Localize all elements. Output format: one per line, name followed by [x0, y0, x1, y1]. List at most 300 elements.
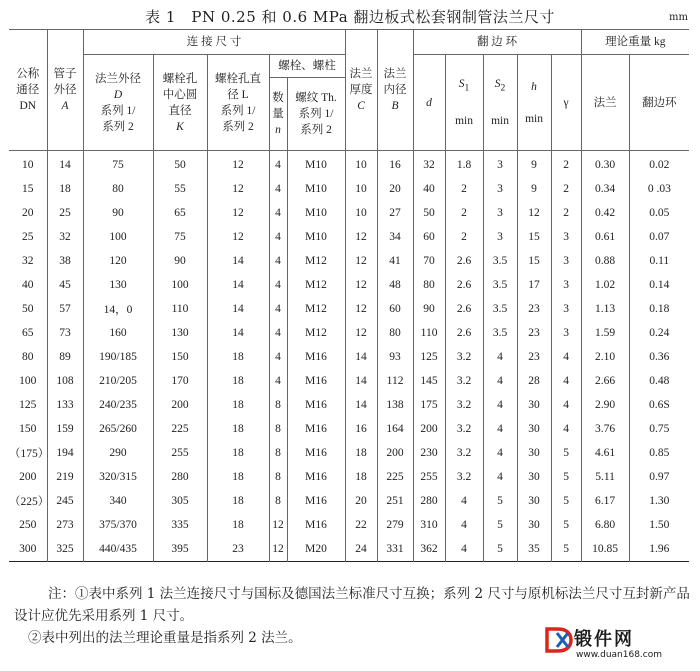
- table-cell: 18: [345, 465, 377, 489]
- table-cell: 6.80: [581, 513, 629, 537]
- table-cell: 17: [517, 273, 551, 297]
- table-cell: 310: [413, 513, 445, 537]
- table-cell: 14: [345, 345, 377, 369]
- table-cell: 38: [47, 249, 83, 273]
- weight-header: 理论重量 kg: [581, 30, 689, 55]
- table-row: [9, 537, 689, 562]
- table-cell: 10: [9, 151, 47, 178]
- table-cell: 3.5: [483, 273, 517, 297]
- table-cell: 14: [207, 297, 269, 321]
- table-cell: 14: [345, 393, 377, 417]
- table-cell: 5: [551, 489, 581, 513]
- table-cell: 10: [345, 177, 377, 201]
- table-cell: 28: [517, 369, 551, 393]
- table-cell: 9: [517, 177, 551, 201]
- table-cell: 24: [345, 537, 377, 562]
- table-cell: 41: [377, 249, 413, 273]
- table-cell: 3: [551, 321, 581, 345]
- table-cell: 9: [517, 151, 551, 178]
- table-cell: 4: [483, 465, 517, 489]
- table-cell: 320/315: [83, 465, 153, 489]
- table-cell: 1.30: [629, 489, 689, 513]
- table-cell: 20: [9, 201, 47, 225]
- table-cell: 0.02: [629, 151, 689, 178]
- table-cell: 30: [517, 441, 551, 465]
- table-row: [9, 441, 689, 465]
- table-cell: M12: [287, 321, 345, 345]
- table-cell: 4: [483, 417, 517, 441]
- table-cell: 0.6S: [629, 393, 689, 417]
- table-cell: 265/260: [83, 417, 153, 441]
- table-cell: 65: [153, 201, 207, 225]
- table-cell: 32: [413, 151, 445, 178]
- table-cell: 23: [517, 345, 551, 369]
- table-cell: 80: [9, 345, 47, 369]
- table-cell: 4: [269, 369, 287, 393]
- table-cell: 18: [207, 393, 269, 417]
- table-cell: 2.10: [581, 345, 629, 369]
- table-cell: 14: [207, 321, 269, 345]
- table-row: [9, 297, 689, 321]
- table-cell: 18: [207, 417, 269, 441]
- table-cell: 0.97: [629, 465, 689, 489]
- table-cell: 40: [9, 273, 47, 297]
- table-cell: 0.30: [581, 151, 629, 178]
- table-cell: 30: [517, 417, 551, 441]
- table-cell: 200: [153, 393, 207, 417]
- table-cell: 125: [9, 393, 47, 417]
- table-cell: 2.6: [445, 249, 483, 273]
- table-cell: 4: [483, 345, 517, 369]
- table-cell: 2: [445, 201, 483, 225]
- table-row: [9, 465, 689, 489]
- table-cell: 164: [377, 417, 413, 441]
- table-cell: 0.48: [629, 369, 689, 393]
- table-cell: 190/185: [83, 345, 153, 369]
- table-cell: 27: [377, 201, 413, 225]
- table-cell: 18: [207, 369, 269, 393]
- table-cell: 0 .03: [629, 177, 689, 201]
- table-cell: 3: [483, 225, 517, 249]
- table-cell: 112: [377, 369, 413, 393]
- table-cell: 225: [377, 465, 413, 489]
- table-cell: 133: [47, 393, 83, 417]
- table-cell: 75: [83, 151, 153, 178]
- col-k-header: 螺栓孔 中心圆 直径 K: [153, 55, 207, 151]
- table-cell: 73: [47, 321, 83, 345]
- table-cell: 8: [269, 489, 287, 513]
- table-cell: 90: [413, 297, 445, 321]
- table-cell: M10: [287, 201, 345, 225]
- table-cell: 12: [207, 225, 269, 249]
- table-cell: 5: [551, 513, 581, 537]
- col-s2-header: $S_2$ min: [483, 55, 517, 151]
- table-cell: （225）: [9, 489, 47, 513]
- table-cell: 60: [377, 297, 413, 321]
- table-cell: 12: [345, 321, 377, 345]
- table-cell: 280: [153, 465, 207, 489]
- logo-url: www.duan168.com: [576, 650, 663, 660]
- table-cell: 50: [413, 201, 445, 225]
- table-row: [9, 225, 689, 249]
- table-cell: 23: [517, 321, 551, 345]
- table-cell: 138: [377, 393, 413, 417]
- table-cell: 16: [345, 417, 377, 441]
- table-cell: M20: [287, 537, 345, 562]
- table-cell: 0.11: [629, 249, 689, 273]
- table-cell: 18: [207, 465, 269, 489]
- table-cell: 3: [551, 225, 581, 249]
- col-th-header: 螺纹 Th. 系列 1/ 系列 2: [287, 78, 345, 151]
- col-s1-header: $S_1$ min: [445, 55, 483, 151]
- table-cell: 3: [551, 297, 581, 321]
- table-cell: 30: [517, 393, 551, 417]
- table-cell: 2.6: [445, 273, 483, 297]
- table-cell: 4: [269, 321, 287, 345]
- col-dn-header: 公称 通径 DN: [9, 30, 47, 151]
- table-cell: M10: [287, 151, 345, 178]
- table-cell: 10: [345, 201, 377, 225]
- table-row: [9, 489, 689, 513]
- table-cell: 120: [83, 249, 153, 273]
- table-cell: 4: [445, 489, 483, 513]
- table-cell: 5: [551, 441, 581, 465]
- table-cell: 20: [345, 489, 377, 513]
- table-row: [9, 321, 689, 345]
- table-cell: 3.5: [483, 249, 517, 273]
- table-cell: 200: [9, 465, 47, 489]
- table-cell: 5: [483, 489, 517, 513]
- table-cell: 280: [413, 489, 445, 513]
- table-cell: 108: [47, 369, 83, 393]
- table-cell: 45: [47, 273, 83, 297]
- table-cell: 22: [345, 513, 377, 537]
- table-cell: 80: [413, 273, 445, 297]
- col-fd-header: d: [413, 55, 445, 151]
- table-cell: 340: [83, 489, 153, 513]
- table-cell: 10.85: [581, 537, 629, 562]
- table-cell: 12: [345, 273, 377, 297]
- table-cell: 0.42: [581, 201, 629, 225]
- table-cell: 18: [207, 513, 269, 537]
- table-cell: 4: [551, 393, 581, 417]
- table-cell: 194: [47, 441, 83, 465]
- table-cell: 14: [47, 151, 83, 178]
- table-cell: 4: [269, 297, 287, 321]
- table-cell: 15: [517, 225, 551, 249]
- table-cell: 12: [207, 151, 269, 178]
- table-cell: 4: [269, 273, 287, 297]
- table-cell: 145: [413, 369, 445, 393]
- table-cell: 4: [269, 151, 287, 178]
- table-cell: 100: [83, 225, 153, 249]
- table-cell: 5: [483, 513, 517, 537]
- table-cell: 32: [47, 225, 83, 249]
- header-row-1: [9, 30, 689, 55]
- table-cell: 210/205: [83, 369, 153, 393]
- table-cell: 110: [153, 297, 207, 321]
- table-cell: 30: [517, 489, 551, 513]
- table-cell: 362: [413, 537, 445, 562]
- table-cell: M12: [287, 297, 345, 321]
- table-cell: 12: [345, 297, 377, 321]
- table-cell: 15: [517, 249, 551, 273]
- table-cell: 150: [153, 345, 207, 369]
- table-cell: 4: [483, 393, 517, 417]
- table-cell: 3: [483, 201, 517, 225]
- table-cell: 0.18: [629, 297, 689, 321]
- table-row: [9, 249, 689, 273]
- table-cell: 16: [377, 151, 413, 178]
- table-cell: 4: [269, 201, 287, 225]
- table-cell: M16: [287, 441, 345, 465]
- table-row: [9, 393, 689, 417]
- table-cell: 12: [207, 177, 269, 201]
- table-cell: 1.02: [581, 273, 629, 297]
- table-cell: 2.90: [581, 393, 629, 417]
- col-w-ring-header: 翻边环: [629, 55, 689, 151]
- col-w-flange-header: 法兰: [581, 55, 629, 151]
- table-cell: 14: [345, 369, 377, 393]
- table-cell: 12: [269, 537, 287, 562]
- table-cell: 80: [83, 177, 153, 201]
- table-cell: 80: [377, 321, 413, 345]
- table-cell: 230: [413, 441, 445, 465]
- table-cell: 245: [47, 489, 83, 513]
- table-cell: 10: [345, 151, 377, 178]
- table-cell: M16: [287, 513, 345, 537]
- table-cell: 160: [83, 321, 153, 345]
- table-cell: 335: [153, 513, 207, 537]
- table-cell: 4.61: [581, 441, 629, 465]
- table-cell: 14，0: [83, 297, 153, 321]
- table-cell: 75: [153, 225, 207, 249]
- table-cell: 100: [153, 273, 207, 297]
- table-cell: 65: [9, 321, 47, 345]
- table-cell: 4: [269, 249, 287, 273]
- table-cell: 3: [483, 151, 517, 178]
- table-cell: 12: [345, 249, 377, 273]
- table-cell: 4: [483, 369, 517, 393]
- table-cell: 3.2: [445, 393, 483, 417]
- table-cell: 0.36: [629, 345, 689, 369]
- table-cell: 2.6: [445, 321, 483, 345]
- table-cell: 130: [153, 321, 207, 345]
- table-cell: 0.05: [629, 201, 689, 225]
- table-cell: 3.2: [445, 345, 483, 369]
- table-cell: 2: [551, 201, 581, 225]
- table-cell: 0.14: [629, 273, 689, 297]
- table-cell: 4: [551, 417, 581, 441]
- table-cell: 90: [83, 201, 153, 225]
- table-cell: 3: [551, 249, 581, 273]
- table-cell: 3: [483, 177, 517, 201]
- table-cell: 3.5: [483, 321, 517, 345]
- table-cell: 300: [9, 537, 47, 562]
- table-cell: 170: [153, 369, 207, 393]
- table-cell: 5: [551, 537, 581, 562]
- col-gamma-header: γ: [551, 55, 581, 151]
- table-cell: 3.2: [445, 369, 483, 393]
- table-cell: 200: [377, 441, 413, 465]
- table-cell: 4: [445, 513, 483, 537]
- table-cell: 2.66: [581, 369, 629, 393]
- table-cell: 125: [413, 345, 445, 369]
- table-cell: 30: [517, 513, 551, 537]
- table-cell: 159: [47, 417, 83, 441]
- table-cell: 2: [445, 225, 483, 249]
- logo-mark-icon: [544, 625, 574, 655]
- table-cell: 4: [551, 345, 581, 369]
- table-cell: 2: [551, 151, 581, 178]
- table-cell: 25: [47, 201, 83, 225]
- table-cell: 279: [377, 513, 413, 537]
- bolt-header: 螺栓、螺柱: [269, 55, 345, 78]
- table-cell: 8: [269, 417, 287, 441]
- table-cell: 4: [269, 225, 287, 249]
- col-l-header: 螺栓孔直 径 L 系列 1/ 系列 2: [207, 55, 269, 151]
- table-cell: 3.5: [483, 297, 517, 321]
- table-cell: 175: [413, 393, 445, 417]
- table-cell: （175）: [9, 441, 47, 465]
- table-cell: 1.96: [629, 537, 689, 562]
- table-cell: M12: [287, 273, 345, 297]
- table-cell: 0.24: [629, 321, 689, 345]
- table-row: [9, 151, 689, 178]
- table-cell: 12: [269, 513, 287, 537]
- unit-label: mm: [669, 12, 688, 23]
- table-cell: 100: [9, 369, 47, 393]
- flange-spec-table: [9, 29, 689, 562]
- flange-ring-header: 翻 边 环: [413, 30, 581, 55]
- table-cell: 130: [83, 273, 153, 297]
- table-cell: 55: [153, 177, 207, 201]
- table-cell: 219: [47, 465, 83, 489]
- col-d-header: 法兰外径 D 系列 1/ 系列 2: [83, 55, 153, 151]
- title-row: [0, 6, 700, 28]
- col-c-header: 法兰 厚度 C: [345, 30, 377, 151]
- table-cell: 3: [551, 273, 581, 297]
- note-2: ②表中列出的法兰理论重量是指系列 2 法兰。: [28, 630, 302, 646]
- table-cell: 12: [517, 201, 551, 225]
- table-cell: 0.07: [629, 225, 689, 249]
- table-cell: 0.61: [581, 225, 629, 249]
- table-cell: 255: [153, 441, 207, 465]
- table-cell: 14: [207, 249, 269, 273]
- table-cell: 0.34: [581, 177, 629, 201]
- table-cell: 6.17: [581, 489, 629, 513]
- table-cell: 12: [207, 201, 269, 225]
- table-cell: 4: [483, 441, 517, 465]
- table-cell: M16: [287, 369, 345, 393]
- table-cell: 5.11: [581, 465, 629, 489]
- table-cell: M16: [287, 417, 345, 441]
- table-cell: M12: [287, 249, 345, 273]
- table-cell: 34: [377, 225, 413, 249]
- table-cell: 2: [551, 177, 581, 201]
- table-cell: 1.8: [445, 151, 483, 178]
- connection-dims-header: 连 接 尺 寸: [83, 30, 345, 55]
- table-cell: 0.88: [581, 249, 629, 273]
- table-cell: 0.75: [629, 417, 689, 441]
- col-n-header: 数 量 n: [269, 78, 287, 151]
- table-cell: 1.50: [629, 513, 689, 537]
- table-cell: 3.2: [445, 465, 483, 489]
- col-b-header: 法兰 内径 B: [377, 30, 413, 151]
- table-cell: M16: [287, 345, 345, 369]
- table-cell: 3.2: [445, 441, 483, 465]
- table-cell: 150: [9, 417, 47, 441]
- table-cell: 12: [345, 225, 377, 249]
- table-cell: 18: [345, 441, 377, 465]
- site-logo[interactable]: [544, 625, 694, 669]
- table-cell: M10: [287, 177, 345, 201]
- table-cell: 15: [9, 177, 47, 201]
- table-cell: 0.85: [629, 441, 689, 465]
- table-cell: 8: [269, 441, 287, 465]
- table-cell: 1.59: [581, 321, 629, 345]
- table-cell: 225: [153, 417, 207, 441]
- table-cell: 4: [269, 177, 287, 201]
- table-cell: 93: [377, 345, 413, 369]
- table-cell: 250: [9, 513, 47, 537]
- table-cell: 20: [377, 177, 413, 201]
- table-row: [9, 345, 689, 369]
- table-cell: 331: [377, 537, 413, 562]
- table-cell: 375/370: [83, 513, 153, 537]
- table-cell: 4: [269, 345, 287, 369]
- table-cell: 18: [207, 345, 269, 369]
- table-cell: 18: [47, 177, 83, 201]
- table-cell: 70: [413, 249, 445, 273]
- table-cell: M16: [287, 393, 345, 417]
- table-cell: 8: [269, 465, 287, 489]
- table-cell: 40: [413, 177, 445, 201]
- table-cell: 440/435: [83, 537, 153, 562]
- table-cell: 305: [153, 489, 207, 513]
- table-row: [9, 273, 689, 297]
- table-cell: 60: [413, 225, 445, 249]
- logo-name: 锻件网: [574, 629, 634, 650]
- table-cell: 395: [153, 537, 207, 562]
- table-cell: 251: [377, 489, 413, 513]
- table-row: [9, 177, 689, 201]
- table-cell: 35: [517, 537, 551, 562]
- table-cell: 5: [483, 537, 517, 562]
- table-cell: 200: [413, 417, 445, 441]
- table-cell: 8: [269, 393, 287, 417]
- table-cell: 57: [47, 297, 83, 321]
- table-cell: M10: [287, 225, 345, 249]
- table-cell: 240/235: [83, 393, 153, 417]
- table-cell: 90: [153, 249, 207, 273]
- table-row: [9, 201, 689, 225]
- table-cell: 89: [47, 345, 83, 369]
- table-cell: 273: [47, 513, 83, 537]
- table-cell: 290: [83, 441, 153, 465]
- table-cell: 325: [47, 537, 83, 562]
- note-1: 注：①表中系列 1 法兰连接尺寸与国标及德国法兰标准尺寸互换；系列 2 尺寸与原机标法兰尺寸互封新产品设计应优先采用系列 1 尺寸。: [14, 586, 690, 624]
- table-cell: 50: [153, 151, 207, 178]
- table-cell: M16: [287, 465, 345, 489]
- table-cell: 48: [377, 273, 413, 297]
- table-cell: 3.76: [581, 417, 629, 441]
- table-cell: 25: [9, 225, 47, 249]
- table-cell: 1.13: [581, 297, 629, 321]
- table-cell: 4: [551, 369, 581, 393]
- table-cell: 2: [445, 177, 483, 201]
- table-cell: 2.6: [445, 297, 483, 321]
